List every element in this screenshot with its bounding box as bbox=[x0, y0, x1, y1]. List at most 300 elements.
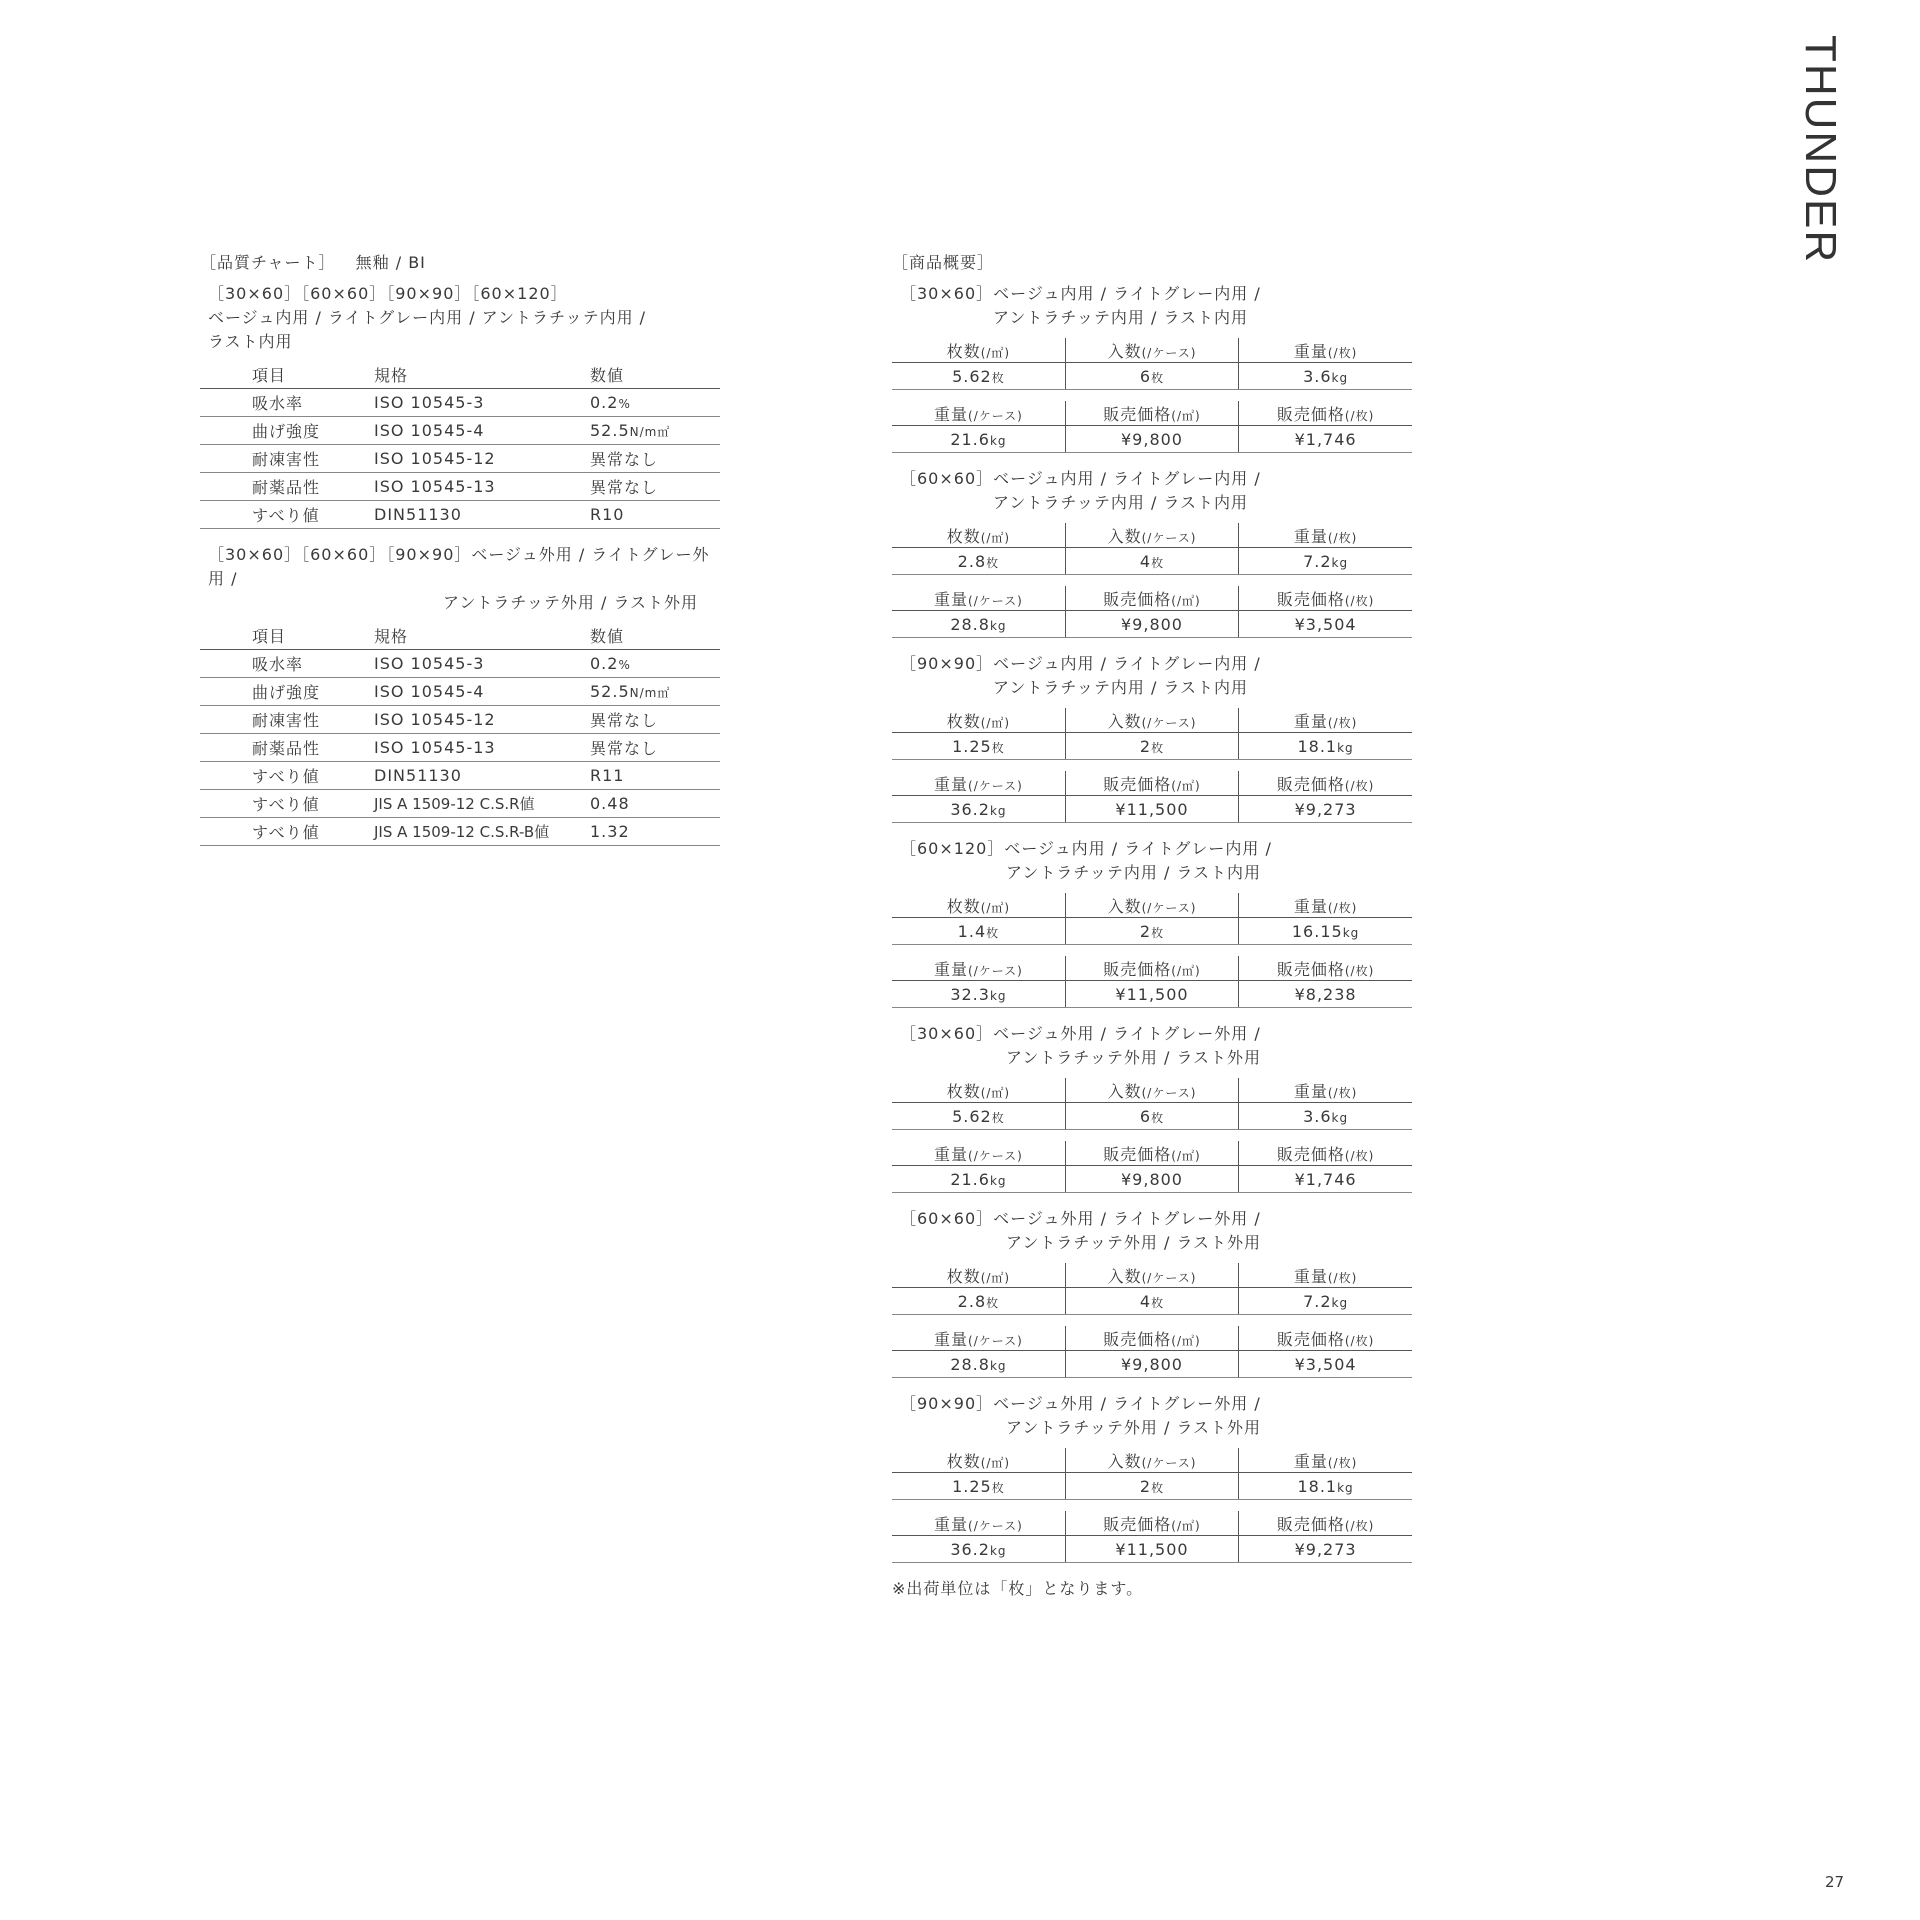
table-row bbox=[200, 790, 720, 818]
value-price-per-sheet: ¥3,504 bbox=[1239, 611, 1412, 638]
value-number: 7.2 bbox=[1303, 551, 1332, 571]
product-title-line2: アントラチッテ外用 / ラスト外用 bbox=[1006, 1233, 1261, 1252]
spec-value-row bbox=[892, 1103, 1412, 1130]
label-unit: (/ケース) bbox=[968, 963, 1023, 978]
quality-table bbox=[200, 621, 720, 846]
value-unit: kg bbox=[989, 988, 1007, 1003]
value-number: 52.5 bbox=[590, 421, 630, 440]
label-unit: (/枚) bbox=[1327, 715, 1358, 730]
row-value: 異常なし bbox=[590, 445, 720, 473]
label-text: 入数 bbox=[1107, 1081, 1142, 1101]
value-per-case bbox=[1065, 1288, 1238, 1315]
row-value bbox=[590, 389, 720, 417]
label-text: 枚数 bbox=[946, 896, 981, 916]
header-price-per-m2 bbox=[1065, 401, 1238, 426]
header-weight-per-sheet bbox=[1239, 1263, 1412, 1288]
header-weight-per-case bbox=[892, 1326, 1065, 1351]
label-unit: (/㎡) bbox=[1171, 1518, 1201, 1533]
value-sheets-per-m2 bbox=[892, 733, 1065, 760]
product-size: ［60×60］ bbox=[900, 469, 994, 488]
product-title-line1 bbox=[900, 1207, 1412, 1231]
product-title-line1 bbox=[900, 1392, 1412, 1416]
column-header-item: 項目 bbox=[200, 621, 374, 650]
column-header-item: 項目 bbox=[200, 360, 374, 389]
product-colors: ベージュ外用 / ライトグレー外用 / bbox=[993, 1209, 1261, 1228]
product-colors: ベージュ内用 / ライトグレー内用 / bbox=[1004, 839, 1272, 858]
value-weight-per-case bbox=[892, 426, 1065, 453]
row-standard: ISO 10545-12 bbox=[374, 706, 590, 734]
table-row bbox=[200, 417, 720, 445]
row-value bbox=[590, 650, 720, 678]
value-price-per-sheet: ¥8,238 bbox=[1239, 981, 1412, 1008]
product-title-line2: アントラチッテ外用 / ラスト外用 bbox=[1006, 1418, 1261, 1437]
header-sheets-per-m2 bbox=[892, 1448, 1065, 1473]
label-text: 販売価格 bbox=[1276, 959, 1345, 979]
spec-value-row bbox=[892, 1536, 1412, 1563]
label-unit: (/枚) bbox=[1327, 345, 1358, 360]
product-size: ［60×120］ bbox=[900, 839, 1005, 858]
value-unit: kg bbox=[989, 1358, 1007, 1373]
product-overview-heading bbox=[892, 248, 1412, 278]
label-unit: (/㎡) bbox=[980, 345, 1011, 360]
spec-header-row bbox=[892, 1326, 1412, 1351]
quality-table-block-interior bbox=[200, 282, 720, 529]
value-number: 21.6 bbox=[950, 429, 990, 449]
value-number: 6 bbox=[1139, 1106, 1152, 1126]
product-size: ［30×60］ bbox=[900, 1024, 994, 1043]
header-price-per-sheet bbox=[1239, 586, 1412, 611]
value-weight-per-case bbox=[892, 981, 1065, 1008]
spec-header-row bbox=[892, 523, 1412, 548]
label-unit: (/ケース) bbox=[968, 593, 1023, 608]
product-title-line1 bbox=[900, 282, 1412, 306]
table-row bbox=[200, 501, 720, 529]
label-unit: (/枚) bbox=[1344, 778, 1375, 793]
shipping-note: ※出荷単位は「枚」となります。 bbox=[892, 1579, 1144, 1598]
label-text: 重量 bbox=[1293, 526, 1328, 546]
product-block bbox=[892, 282, 1412, 453]
value-number: 36.2 bbox=[950, 1539, 990, 1559]
row-value: 異常なし bbox=[590, 706, 720, 734]
spec-value-row bbox=[892, 981, 1412, 1008]
value-price-per-m2: ¥9,800 bbox=[1065, 611, 1238, 638]
value-unit: 枚 bbox=[991, 740, 1005, 755]
brand-title: THUNDER bbox=[1796, 35, 1845, 265]
product-title bbox=[892, 467, 1412, 515]
label-unit: (/㎡) bbox=[980, 1085, 1011, 1100]
label-text: 販売価格 bbox=[1276, 774, 1345, 794]
value-number: 1.25 bbox=[952, 1476, 992, 1496]
value-per-case bbox=[1065, 1473, 1238, 1500]
quality-chart-heading bbox=[200, 248, 720, 278]
label-unit: (/ケース) bbox=[1141, 715, 1197, 730]
row-value: R10 bbox=[590, 501, 720, 529]
value-price-per-m2: ¥11,500 bbox=[1065, 1536, 1238, 1563]
value-number: 3.6 bbox=[1303, 366, 1332, 386]
row-standard: ISO 10545-13 bbox=[374, 734, 590, 762]
label-unit: (/枚) bbox=[1344, 1148, 1375, 1163]
label-unit: (/枚) bbox=[1344, 593, 1375, 608]
value-price-per-sheet: ¥1,746 bbox=[1239, 426, 1412, 453]
row-value: 1.32 bbox=[590, 818, 720, 846]
label-text: 重量 bbox=[1293, 1081, 1328, 1101]
label-text: 販売価格 bbox=[1103, 774, 1172, 794]
product-colors: ベージュ外用 / ライトグレー外用 / bbox=[993, 1024, 1261, 1043]
table-row bbox=[200, 389, 720, 417]
spec-value-row bbox=[892, 1288, 1412, 1315]
row-standard: JIS A 1509-12 C.S.R値 bbox=[374, 790, 590, 818]
value-number: 2.8 bbox=[957, 551, 987, 571]
label-text: 重量 bbox=[1293, 1451, 1328, 1471]
header-per-case bbox=[1065, 1263, 1238, 1288]
label-unit: (/枚) bbox=[1344, 408, 1375, 423]
row-standard: ISO 10545-3 bbox=[374, 650, 590, 678]
product-title-line2: アントラチッテ内用 / ラスト内用 bbox=[993, 493, 1248, 512]
value-sheets-per-m2 bbox=[892, 548, 1065, 575]
product-colors: ベージュ内用 / ライトグレー内用 / bbox=[993, 469, 1261, 488]
label-unit: (/枚) bbox=[1344, 1518, 1375, 1533]
label-unit: (/㎡) bbox=[1171, 963, 1201, 978]
product-block bbox=[892, 1022, 1412, 1193]
value-price-per-m2: ¥9,800 bbox=[1065, 426, 1238, 453]
value-unit: 枚 bbox=[991, 1480, 1005, 1495]
page-number: 27 bbox=[1825, 1873, 1845, 1891]
value-unit: kg bbox=[989, 803, 1007, 818]
label-text: 入数 bbox=[1107, 526, 1142, 546]
label-unit: (/ケース) bbox=[1141, 345, 1197, 360]
label-text: 販売価格 bbox=[1103, 959, 1172, 979]
header-per-case bbox=[1065, 708, 1238, 733]
spec-header-row bbox=[892, 1141, 1412, 1166]
row-item: 耐薬品性 bbox=[200, 473, 374, 501]
value-price-per-sheet: ¥9,273 bbox=[1239, 796, 1412, 823]
header-sheets-per-m2 bbox=[892, 1078, 1065, 1103]
value-unit: 枚 bbox=[991, 1110, 1005, 1125]
label-text: 枚数 bbox=[946, 1266, 981, 1286]
product-size: ［30×60］ bbox=[900, 284, 994, 303]
row-value: R11 bbox=[590, 762, 720, 790]
value-number: 2 bbox=[1139, 921, 1152, 941]
quality-chart-section bbox=[200, 248, 720, 846]
table-row bbox=[200, 650, 720, 678]
label-text: 重量 bbox=[934, 589, 969, 609]
header-price-per-sheet bbox=[1239, 956, 1412, 981]
label-unit: (/㎡) bbox=[1171, 778, 1201, 793]
row-standard: DIN51130 bbox=[374, 762, 590, 790]
header-price-per-m2 bbox=[1065, 1511, 1238, 1536]
value-number: 28.8 bbox=[950, 1354, 990, 1374]
spec-header-row bbox=[892, 893, 1412, 918]
value-unit: 枚 bbox=[1151, 370, 1165, 385]
label-text: 重量 bbox=[1293, 341, 1328, 361]
value-unit: 枚 bbox=[991, 370, 1005, 385]
value-sheets-per-m2 bbox=[892, 1288, 1065, 1315]
product-overview-section bbox=[892, 248, 1412, 1603]
row-standard: ISO 10545-4 bbox=[374, 678, 590, 706]
spec-value-row bbox=[892, 1351, 1412, 1378]
row-item: すべり値 bbox=[200, 790, 374, 818]
label-unit: (/枚) bbox=[1344, 1333, 1375, 1348]
value-sheets-per-m2 bbox=[892, 363, 1065, 390]
row-value bbox=[590, 678, 720, 706]
value-sheets-per-m2 bbox=[892, 918, 1065, 945]
label-unit: (/㎡) bbox=[980, 900, 1011, 915]
row-standard: DIN51130 bbox=[374, 501, 590, 529]
row-item: 耐凍害性 bbox=[200, 445, 374, 473]
value-per-case bbox=[1065, 363, 1238, 390]
label-text: 販売価格 bbox=[1276, 1329, 1345, 1349]
value-sheets-per-m2 bbox=[892, 1473, 1065, 1500]
product-title-line2: アントラチッテ内用 / ラスト内用 bbox=[993, 678, 1248, 697]
label-unit: (/ケース) bbox=[1141, 1085, 1197, 1100]
row-value: 異常なし bbox=[590, 473, 720, 501]
label-unit: (/枚) bbox=[1327, 1085, 1358, 1100]
spec-value-row bbox=[892, 363, 1412, 390]
value-unit: 枚 bbox=[1151, 1480, 1165, 1495]
value-price-per-sheet: ¥9,273 bbox=[1239, 1536, 1412, 1563]
value-number: 3.6 bbox=[1303, 1106, 1332, 1126]
spec-header-row bbox=[892, 1078, 1412, 1103]
label-text: 重量 bbox=[934, 1329, 969, 1349]
label-text: 販売価格 bbox=[1276, 1514, 1345, 1534]
row-item: 吸水率 bbox=[200, 389, 374, 417]
value-per-case bbox=[1065, 1103, 1238, 1130]
header-weight-per-sheet bbox=[1239, 338, 1412, 363]
label-unit: (/㎡) bbox=[1171, 1148, 1201, 1163]
product-block bbox=[892, 1392, 1412, 1563]
value-number: 16.15 bbox=[1291, 921, 1343, 941]
header-price-per-m2 bbox=[1065, 586, 1238, 611]
spec-value-row bbox=[892, 548, 1412, 575]
value-weight-per-sheet bbox=[1239, 1473, 1412, 1500]
label-text: 販売価格 bbox=[1276, 589, 1345, 609]
table-header-row bbox=[200, 360, 720, 389]
row-standard: ISO 10545-3 bbox=[374, 389, 590, 417]
header-price-per-m2 bbox=[1065, 1326, 1238, 1351]
value-unit: kg bbox=[989, 1543, 1007, 1558]
column-header-standard: 規格 bbox=[374, 621, 590, 650]
label-text: 重量 bbox=[934, 1144, 969, 1164]
table-row bbox=[200, 706, 720, 734]
value-unit: 枚 bbox=[986, 555, 1000, 570]
spec-header-row bbox=[892, 956, 1412, 981]
header-price-per-sheet bbox=[1239, 1326, 1412, 1351]
label-unit: (/ケース) bbox=[968, 1148, 1023, 1163]
product-size: ［90×90］ bbox=[900, 1394, 994, 1413]
label-unit: (/ケース) bbox=[1141, 900, 1197, 915]
product-title bbox=[892, 1022, 1412, 1070]
value-weight-per-sheet bbox=[1239, 548, 1412, 575]
value-weight-per-sheet bbox=[1239, 1288, 1412, 1315]
value-weight-per-case bbox=[892, 796, 1065, 823]
header-weight-per-case bbox=[892, 1141, 1065, 1166]
value-number: 1.4 bbox=[957, 921, 987, 941]
spec-header-row bbox=[892, 708, 1412, 733]
product-title bbox=[892, 652, 1412, 700]
product-block bbox=[892, 837, 1412, 1008]
value-per-case bbox=[1065, 918, 1238, 945]
value-price-per-m2: ¥9,800 bbox=[1065, 1351, 1238, 1378]
spec-value-row bbox=[892, 611, 1412, 638]
label-text: 重量 bbox=[1293, 1266, 1328, 1286]
label-unit: (/㎡) bbox=[980, 1455, 1011, 1470]
value-number: 32.3 bbox=[950, 984, 990, 1004]
spec-header-row bbox=[892, 338, 1412, 363]
value-unit: kg bbox=[1331, 1110, 1349, 1125]
quality-table-colors: ベージュ内用 / ライトグレー内用 / アントラチッテ内用 / bbox=[208, 308, 647, 327]
value-weight-per-sheet bbox=[1239, 363, 1412, 390]
value-unit: N/m㎡ bbox=[629, 425, 671, 439]
value-number: 1.25 bbox=[952, 736, 992, 756]
header-price-per-m2 bbox=[1065, 1141, 1238, 1166]
product-spec-table bbox=[892, 708, 1412, 823]
quality-chart-title: ［品質チャート］ bbox=[200, 253, 336, 272]
header-sheets-per-m2 bbox=[892, 708, 1065, 733]
value-unit: kg bbox=[1331, 1295, 1349, 1310]
header-per-case bbox=[1065, 1448, 1238, 1473]
spec-header-row bbox=[892, 1448, 1412, 1473]
value-number: 21.6 bbox=[950, 1169, 990, 1189]
product-block bbox=[892, 1207, 1412, 1378]
product-block bbox=[892, 652, 1412, 823]
value-number: 52.5 bbox=[590, 682, 630, 701]
header-weight-per-sheet bbox=[1239, 708, 1412, 733]
value-price-per-m2: ¥9,800 bbox=[1065, 1166, 1238, 1193]
header-sheets-per-m2 bbox=[892, 1263, 1065, 1288]
spec-value-row bbox=[892, 796, 1412, 823]
label-unit: (/枚) bbox=[1327, 1270, 1358, 1285]
product-spec-table bbox=[892, 1448, 1412, 1563]
product-title bbox=[892, 1207, 1412, 1255]
header-price-per-sheet bbox=[1239, 771, 1412, 796]
table-header-row bbox=[200, 621, 720, 650]
product-colors: ベージュ内用 / ライトグレー内用 / bbox=[993, 654, 1261, 673]
label-text: 入数 bbox=[1107, 1451, 1142, 1471]
value-weight-per-sheet bbox=[1239, 733, 1412, 760]
row-value: 異常なし bbox=[590, 734, 720, 762]
label-text: 販売価格 bbox=[1103, 589, 1172, 609]
row-value: 0.48 bbox=[590, 790, 720, 818]
row-standard: JIS A 1509-12 C.S.R-B値 bbox=[374, 818, 590, 846]
label-text: 販売価格 bbox=[1276, 1144, 1345, 1164]
spec-header-row bbox=[892, 401, 1412, 426]
table-row bbox=[200, 734, 720, 762]
spec-header-row bbox=[892, 586, 1412, 611]
value-weight-per-case bbox=[892, 1166, 1065, 1193]
value-per-case bbox=[1065, 548, 1238, 575]
label-text: 重量 bbox=[1293, 896, 1328, 916]
product-title-line2: アントラチッテ内用 / ラスト内用 bbox=[993, 308, 1248, 327]
label-text: 重量 bbox=[934, 1514, 969, 1534]
value-number: 7.2 bbox=[1303, 1291, 1332, 1311]
value-number: 6 bbox=[1139, 366, 1152, 386]
value-unit: % bbox=[618, 397, 631, 411]
label-text: 重量 bbox=[934, 774, 969, 794]
value-unit: 枚 bbox=[986, 1295, 1000, 1310]
value-weight-per-case bbox=[892, 1536, 1065, 1563]
header-per-case bbox=[1065, 338, 1238, 363]
label-unit: (/㎡) bbox=[1171, 1333, 1201, 1348]
value-unit: 枚 bbox=[1151, 740, 1165, 755]
product-title-line2: アントラチッテ外用 / ラスト外用 bbox=[1006, 1048, 1261, 1067]
value-unit: kg bbox=[989, 1173, 1007, 1188]
header-weight-per-case bbox=[892, 1511, 1065, 1536]
value-unit: kg bbox=[1337, 740, 1354, 755]
product-colors: ベージュ内用 / ライトグレー内用 / bbox=[993, 284, 1261, 303]
label-text: 枚数 bbox=[946, 526, 981, 546]
row-item: 耐薬品性 bbox=[200, 734, 374, 762]
quality-table-block-exterior bbox=[200, 543, 720, 846]
value-unit: N/m㎡ bbox=[629, 686, 671, 700]
header-weight-per-sheet bbox=[1239, 1448, 1412, 1473]
label-text: 販売価格 bbox=[1103, 1514, 1172, 1534]
product-spec-table bbox=[892, 893, 1412, 1008]
column-header-value: 数値 bbox=[590, 621, 720, 650]
label-unit: (/ケース) bbox=[1141, 530, 1197, 545]
label-text: 入数 bbox=[1107, 341, 1142, 361]
label-text: 販売価格 bbox=[1103, 1144, 1172, 1164]
value-number: 4 bbox=[1139, 1291, 1152, 1311]
row-item: すべり値 bbox=[200, 501, 374, 529]
quality-table-colors: アントラチッテ外用 / ラスト外用 bbox=[443, 593, 698, 612]
spec-value-row bbox=[892, 918, 1412, 945]
spec-header-row bbox=[892, 1511, 1412, 1536]
header-weight-per-case bbox=[892, 771, 1065, 796]
value-unit: kg bbox=[1342, 925, 1360, 940]
header-price-per-m2 bbox=[1065, 771, 1238, 796]
product-list bbox=[892, 282, 1412, 1563]
column-header-standard: 規格 bbox=[374, 360, 590, 389]
label-unit: (/ケース) bbox=[968, 1333, 1023, 1348]
label-unit: (/㎡) bbox=[1171, 408, 1201, 423]
label-unit: (/㎡) bbox=[1171, 593, 1201, 608]
value-unit: % bbox=[618, 658, 631, 672]
table-row bbox=[200, 762, 720, 790]
row-item: 曲げ強度 bbox=[200, 417, 374, 445]
value-weight-per-sheet bbox=[1239, 1103, 1412, 1130]
value-number: 5.62 bbox=[952, 1106, 992, 1126]
product-spec-table bbox=[892, 1078, 1412, 1193]
value-sheets-per-m2 bbox=[892, 1103, 1065, 1130]
product-title-line1 bbox=[900, 837, 1412, 861]
spec-value-row bbox=[892, 733, 1412, 760]
value-number: 2 bbox=[1139, 736, 1152, 756]
label-unit: (/枚) bbox=[1344, 963, 1375, 978]
row-standard: ISO 10545-12 bbox=[374, 445, 590, 473]
product-spec-table bbox=[892, 1263, 1412, 1378]
header-weight-per-case bbox=[892, 586, 1065, 611]
label-text: 販売価格 bbox=[1276, 404, 1345, 424]
product-title-line1 bbox=[900, 467, 1412, 491]
row-item: 耐凍害性 bbox=[200, 706, 374, 734]
value-number: 18.1 bbox=[1297, 736, 1338, 756]
product-title-line2: アントラチッテ内用 / ラスト内用 bbox=[1006, 863, 1261, 882]
table-row bbox=[200, 818, 720, 846]
row-standard: ISO 10545-4 bbox=[374, 417, 590, 445]
product-title bbox=[892, 837, 1412, 885]
value-number: 28.8 bbox=[950, 614, 990, 634]
value-number: 18.1 bbox=[1297, 1476, 1338, 1496]
label-unit: (/ケース) bbox=[1141, 1455, 1197, 1470]
value-weight-per-sheet bbox=[1239, 918, 1412, 945]
header-price-per-sheet bbox=[1239, 1511, 1412, 1536]
product-block bbox=[892, 467, 1412, 638]
spec-header-row bbox=[892, 771, 1412, 796]
table-row bbox=[200, 473, 720, 501]
header-price-per-sheet bbox=[1239, 1141, 1412, 1166]
label-unit: (/㎡) bbox=[980, 1270, 1011, 1285]
header-weight-per-case bbox=[892, 956, 1065, 981]
